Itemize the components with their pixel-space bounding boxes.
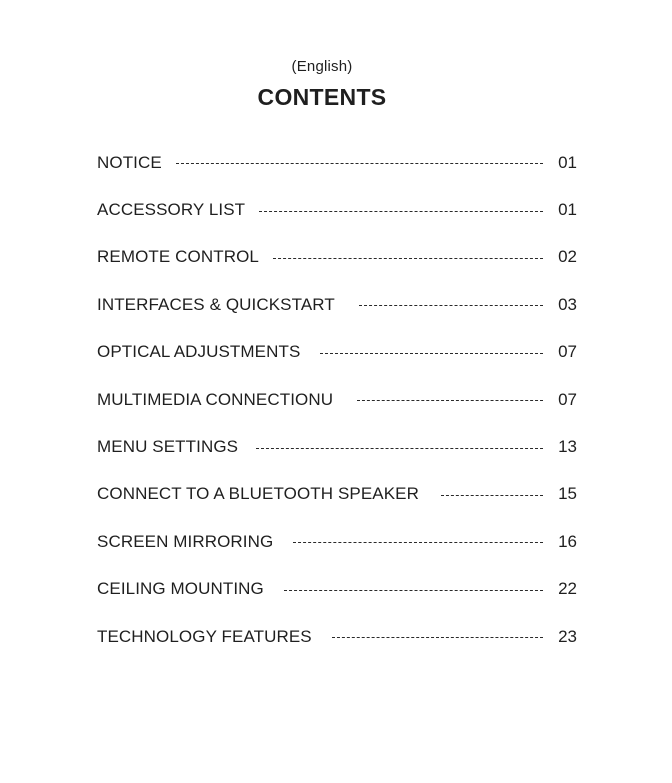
- toc-entry-label: MENU SETTINGS: [97, 437, 239, 457]
- toc-entry-label: CONNECT TO A BLUETOOTH SPEAKER: [97, 484, 419, 504]
- toc-leader-dots: [320, 353, 543, 354]
- toc-page-number: 13: [558, 437, 577, 457]
- toc-entry-label: REMOTE CONTROL: [97, 247, 259, 267]
- toc-entry[interactable]: [97, 139, 577, 186]
- toc-leader-dots: [284, 590, 543, 591]
- toc-leader-dots: [273, 258, 543, 259]
- toc-leader-dots: [259, 211, 543, 212]
- toc-page-number: 22: [558, 579, 577, 599]
- toc-entry-label: SCREEN MIRRORING: [97, 531, 274, 551]
- toc-page-number: 07: [558, 389, 577, 409]
- toc-entry-label: INTERFACES & QUICKSTART: [97, 294, 335, 314]
- toc-page-number: 07: [558, 342, 577, 362]
- toc-entry[interactable]: [97, 423, 577, 470]
- toc-leader-dots: [293, 542, 543, 543]
- toc-entry[interactable]: [97, 566, 577, 613]
- toc-entry[interactable]: [97, 376, 577, 423]
- toc-entry-label: TECHNOLOGY FEATURES: [97, 626, 312, 646]
- toc-leader-dots: [357, 400, 543, 401]
- toc-entry-label: NOTICE: [97, 152, 162, 172]
- toc-entry[interactable]: [97, 234, 577, 281]
- toc-page-number: 02: [558, 247, 577, 267]
- toc-leader-dots: [332, 637, 543, 638]
- toc-page-number: 03: [558, 294, 577, 314]
- toc-entry[interactable]: [97, 471, 577, 518]
- toc-page-number: 16: [558, 531, 577, 551]
- toc-page-number: 23: [558, 626, 577, 646]
- toc-entry-label: MULTIMEDIA CONNECTIONU: [97, 389, 334, 409]
- toc-entry[interactable]: [97, 613, 577, 660]
- language-label: (English): [291, 58, 353, 75]
- toc-page-number: 01: [558, 200, 577, 220]
- toc-entry[interactable]: [97, 281, 577, 328]
- toc-entry-label: ACCESSORY LIST: [97, 200, 246, 220]
- toc-leader-dots: [256, 448, 543, 449]
- toc-entry-label: CEILING MOUNTING: [97, 579, 264, 599]
- toc-page-number: 01: [558, 152, 577, 172]
- page-title: CONTENTS: [257, 84, 387, 110]
- toc-entry[interactable]: [97, 186, 577, 233]
- toc-page-number: 15: [558, 484, 577, 504]
- toc-leader-dots: [359, 305, 543, 306]
- toc-leader-dots: [176, 163, 543, 164]
- toc-entry[interactable]: [97, 329, 577, 376]
- toc-leader-dots: [441, 495, 543, 496]
- toc-entry[interactable]: [97, 518, 577, 565]
- toc-entry-label: OPTICAL ADJUSTMENTS: [97, 342, 301, 362]
- table-of-contents: [97, 139, 577, 660]
